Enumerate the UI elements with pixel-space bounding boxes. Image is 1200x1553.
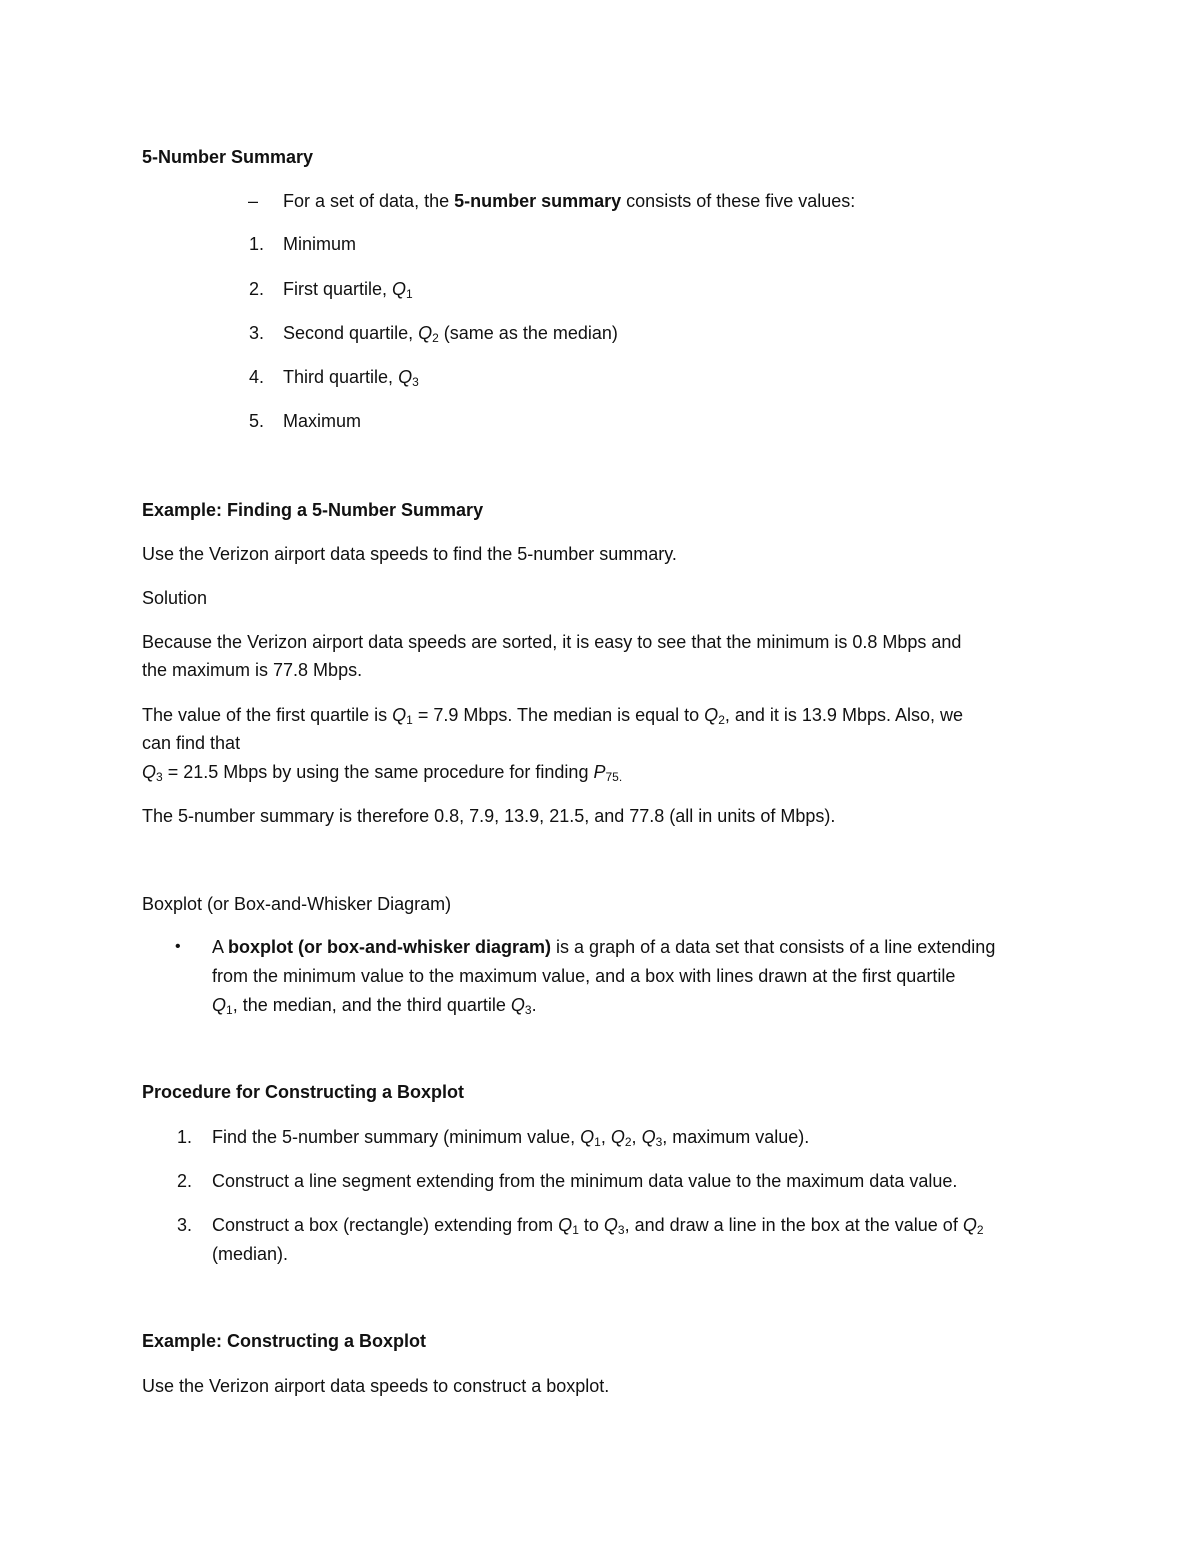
list-number: 1. <box>176 1127 192 1147</box>
dash-marker: – <box>248 191 259 211</box>
quartile-paragraph-line: can find that <box>142 733 241 753</box>
quartile-paragraph-line: The value of the first quartile is $Q_1 = 7.9$ Mbps. The median is equal to $Q_2$, and it is 13.9 Mbps. Also, we <box>142 705 963 727</box>
example-prompt: Use the Verizon airport data speeds to find the 5-number summary. <box>142 544 677 564</box>
list-item-first-quartile: First quartile, $Q_1$ <box>283 279 413 301</box>
list-number: 3. <box>176 1215 192 1235</box>
list-item-third-quartile: Third quartile, $Q_3$ <box>283 367 419 389</box>
list-item-minimum: Minimum <box>283 234 357 254</box>
list-item-maximum: Maximum <box>283 411 362 431</box>
list-number: 4. <box>248 367 264 387</box>
list-number: 3. <box>248 323 264 343</box>
boxplot-definition-line: $Q_1$, the median, and the third quartile $Q_3$. <box>212 995 537 1017</box>
example-heading-constructing: Example: Constructing a Boxplot <box>142 1331 427 1351</box>
boxplot-definition-line: from the minimum value to the maximum value, and a box with lines drawn at the first quartile <box>212 966 956 986</box>
section-heading-5-number-summary: 5-Number Summary <box>142 147 314 167</box>
example-prompt: Use the Verizon airport data speeds to construct a boxplot. <box>142 1376 610 1396</box>
list-number: 5. <box>248 411 264 431</box>
summary-conclusion: The 5-number summary is therefore 0.8, 7.9, 13.9, 21.5, and 77.8 (all in units of Mbps). <box>142 806 836 826</box>
list-number: 2. <box>176 1171 192 1191</box>
example-heading-finding: Example: Finding a 5-Number Summary <box>142 500 484 520</box>
procedure-step-3: Construct a box (rectangle) extending from $Q_1$ to $Q_3$, and draw a line in the box at the value of $Q_2$ <box>212 1215 984 1237</box>
solution-paragraph-line: the maximum is 77.8 Mbps. <box>142 660 363 680</box>
procedure-step-1: Find the 5-number summary (minimum value, $Q_1$, $Q_2$, $Q_3$, maximum value). <box>212 1127 810 1149</box>
procedure-step-2: Construct a line segment extending from the minimum data value to the maximum data value. <box>212 1171 958 1191</box>
list-number: 2. <box>248 279 264 299</box>
list-item-second-quartile: Second quartile, $Q_2$ (same as the median) <box>283 323 618 345</box>
solution-label: Solution <box>142 588 208 608</box>
boxplot-definition-line: A boxplot (or box-and-whisker diagram) is a graph of a data set that consists of a line extending <box>212 937 996 957</box>
bullet-marker: • <box>175 938 181 955</box>
solution-paragraph-line: Because the Verizon airport data speeds are sorted, it is easy to see that the minimum is 0.8 Mbps and <box>142 632 962 652</box>
list-number: 1. <box>248 234 264 254</box>
section-heading-procedure: Procedure for Constructing a Boxplot <box>142 1082 465 1102</box>
section-heading-boxplot: Boxplot (or Box-and-Whisker Diagram) <box>142 894 452 914</box>
procedure-step-3-continued: (median). <box>212 1244 289 1264</box>
intro-line: For a set of data, the 5-number summary consists of these five values: <box>283 191 856 211</box>
quartile-paragraph-line: $Q_3 = 21.5$ Mbps by using the same procedure for finding $P_{75.}$ <box>142 762 623 784</box>
